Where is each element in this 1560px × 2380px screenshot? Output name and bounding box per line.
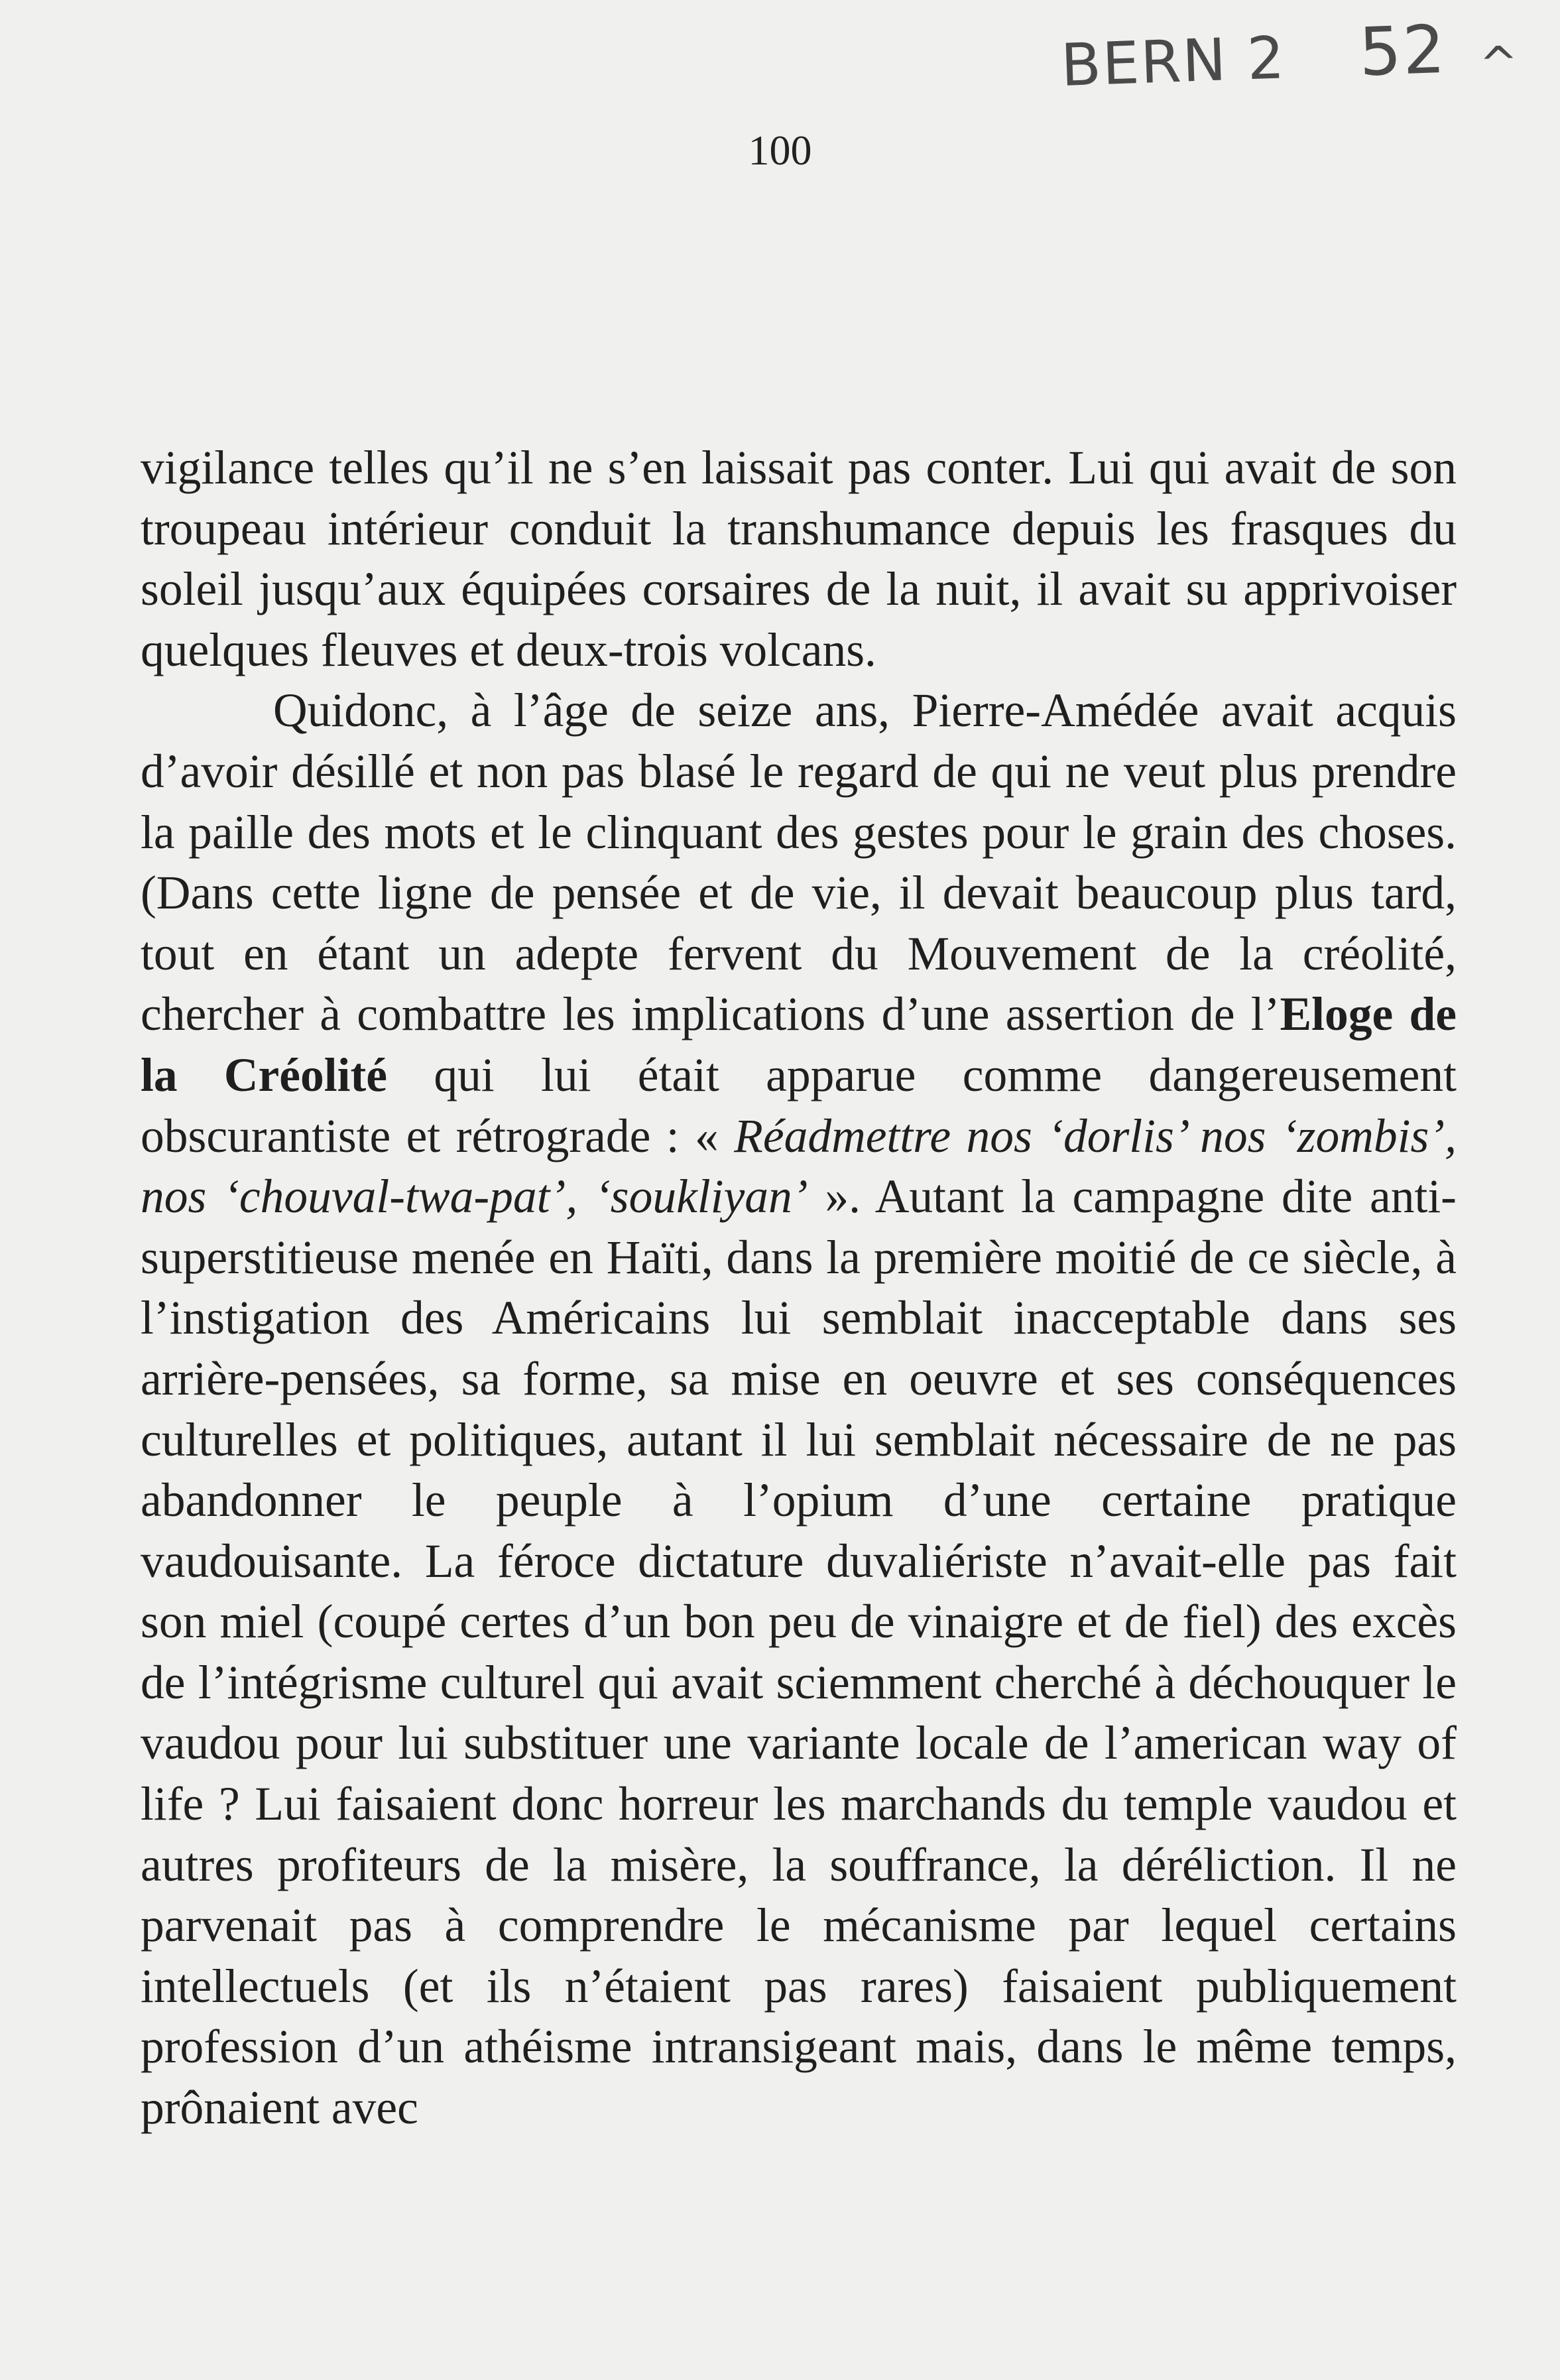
- paragraph-1: [141, 438, 1457, 680]
- page-number: 100: [748, 127, 812, 174]
- paragraph-2: [141, 680, 1457, 2138]
- handwritten-annotation: [1059, 8, 1520, 101]
- book-title-bold: Eloge de la Créolité: [141, 988, 1457, 1101]
- handwritten-annotation-part3: ^: [1478, 35, 1521, 92]
- paragraph-2-text-mid: qui lui était apparue comme dangereusement obscurantiste et rétrograde : «: [141, 1048, 1457, 1162]
- quotation-italic: Réadmettre nos ‘dorlis’ nos ‘zombis’, nos ‘chouval-twa-pat’, ‘soukliyan’: [141, 1109, 1457, 1223]
- handwritten-annotation-part1: BERN 2: [1059, 23, 1287, 100]
- body-text: [141, 438, 1457, 2139]
- paragraph-2-text-start: Quidonc, à l’âge de seize ans, Pierre-Amédée avait acquis d’avoir désillé et non pas blasé le regard de qui ne veut plus prendre la paille des mots et le clinquant des gestes pour le grain des choses. (Dans cette ligne de pensée et de vie, il devait beaucoup plus tard, tout en étant un adepte fervent du Mouvement de la créolité, chercher à combattre les implications d’une assertion de l’: [141, 684, 1457, 1041]
- handwritten-annotation-part2: 52: [1358, 10, 1448, 92]
- paragraph-1-text: vigilance telles qu’il ne s’en laissait pas conter. Lui qui avait de son troupeau intérieur conduit la transhumance depuis les frasques du soleil jusqu’aux équipées corsaires de la nuit, il avait su apprivoiser quelques fleuves et deux-trois volcans.: [141, 442, 1457, 676]
- paragraph-2-text-end: ». Autant la campagne dite anti-superstitieuse menée en Haïti, dans la première moitié de ce siècle, à l’instigation des Américains lui semblait inacceptable dans ses arrière-pensées, sa forme, sa mise en oeuvre et ses conséquences culturelles et politiques, autant il lui semblait nécessaire de ne pas abandonner le peuple à l’opium d’une certaine pratique vaudouisante. La féroce dictature duvaliériste n’avait-elle pas fait son miel (coupé certes d’un bon peu de vinaigre et de fiel) des excès de l’intégrisme culturel qui avait sciemment cherché à déchouquer le vaudou pour lui substituer une variante locale de l’american way of life ? Lui faisaient donc horreur les marchands du temple vaudou et autres profiteurs de la misère, la souffrance, la déréliction. Il ne parvenait pas à comprendre le mécanisme par lequel certains intellectuels (et ils n’étaient pas rares) faisaient publiquement profession d’un athéisme intransigeant mais, dans le même temps, prônaient avec: [141, 1170, 1457, 2135]
